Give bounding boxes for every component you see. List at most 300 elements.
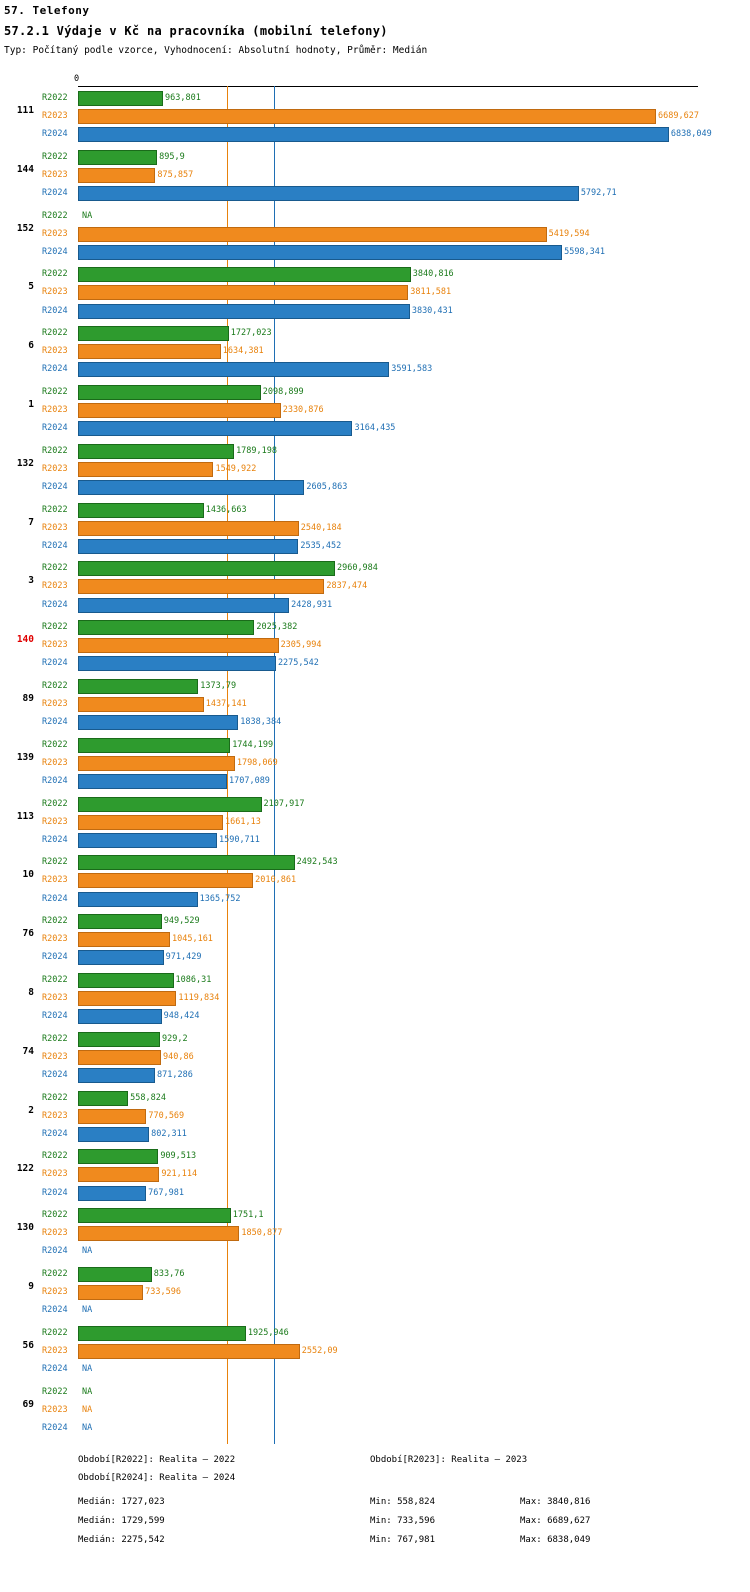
bar[interactable]	[78, 150, 157, 165]
bar[interactable]	[78, 1009, 162, 1024]
bar-group	[0, 736, 750, 790]
bar-row[interactable]	[0, 302, 750, 320]
bar-value: 1549,922	[215, 463, 257, 474]
bar-row[interactable]	[0, 324, 750, 342]
bar-row[interactable]	[0, 971, 750, 989]
bar[interactable]	[78, 344, 221, 359]
bar-row[interactable]	[0, 559, 750, 577]
bar[interactable]	[78, 1167, 159, 1182]
group-label-9: 9	[28, 1281, 34, 1292]
series-label-R2023: R2023	[42, 1404, 68, 1415]
bar-value: 909,513	[160, 1151, 197, 1162]
legend-2022: Období[R2022]: Realita — 2022	[78, 1455, 236, 1465]
bar-row[interactable]	[0, 636, 750, 654]
bar-row[interactable]	[0, 283, 750, 301]
bar-row[interactable]	[0, 1165, 750, 1183]
series-label-R2022: R2022	[42, 798, 68, 809]
bar-row[interactable]	[0, 89, 750, 107]
bar[interactable]	[78, 973, 174, 988]
bar-row[interactable]	[0, 596, 750, 614]
series-label-R2023: R2023	[42, 816, 68, 827]
bar-value: 1744,199	[232, 739, 274, 750]
bar-value: 875,857	[157, 169, 194, 180]
series-label-R2022: R2022	[42, 1327, 68, 1338]
bar[interactable]	[78, 815, 223, 830]
bar-value: 1838,384	[240, 717, 282, 728]
bar-value: 1751,1	[232, 1210, 264, 1221]
bar-row[interactable]	[0, 871, 750, 889]
min-2024: Min: 767,981	[370, 1535, 436, 1545]
group-label-3: 3	[28, 575, 34, 587]
bar[interactable]	[78, 245, 562, 260]
bar-row[interactable]	[0, 577, 750, 595]
bar[interactable]	[78, 503, 204, 518]
series-label-R2022: R2022	[42, 857, 68, 868]
bar-value: 833,76	[153, 1269, 185, 1279]
bar[interactable]	[78, 756, 235, 771]
bar[interactable]	[78, 738, 230, 753]
bar[interactable]	[78, 873, 253, 888]
bar-row[interactable]	[0, 736, 750, 754]
bar[interactable]	[78, 168, 155, 183]
bar-group	[0, 853, 750, 907]
series-label-R2024: R2024	[42, 1305, 68, 1316]
bar[interactable]	[78, 403, 281, 418]
series-label-R2024: R2024	[42, 1422, 68, 1433]
series-label-R2024: R2024	[42, 187, 68, 198]
bar-value: 2275,542	[277, 658, 319, 669]
bar-value: NA	[82, 1404, 93, 1415]
bar-value: 6838,049	[670, 129, 712, 140]
bar-group	[0, 1265, 750, 1319]
bar[interactable]	[78, 797, 262, 812]
bar-row[interactable]	[0, 1007, 750, 1025]
series-label-R2023: R2023	[42, 699, 68, 710]
bar-row[interactable]	[0, 1301, 750, 1319]
bar-value: 1634,381	[222, 346, 264, 357]
bar-value: 1850,877	[241, 1228, 283, 1239]
series-label-R2023: R2023	[42, 640, 68, 651]
group-label-2: 2	[28, 1104, 34, 1116]
series-label-R2024: R2024	[42, 717, 68, 728]
bar-row[interactable]	[0, 1265, 750, 1283]
bar-row[interactable]	[0, 1360, 750, 1378]
bar-row[interactable]	[0, 1125, 750, 1143]
legend-2023: Období[R2023]: Realita — 2023	[370, 1455, 528, 1465]
series-label-R2023: R2023	[42, 522, 68, 533]
bar[interactable]	[78, 638, 279, 653]
series-label-R2024: R2024	[42, 1246, 68, 1257]
bar[interactable]	[78, 1326, 246, 1341]
series-label-R2022: R2022	[42, 504, 68, 515]
series-label-R2023: R2023	[42, 934, 68, 945]
bar-value: 2330,876	[282, 405, 324, 416]
series-label-R2022: R2022	[42, 328, 68, 339]
series-label-R2023: R2023	[42, 1287, 68, 1298]
bar-row[interactable]	[0, 501, 750, 519]
bar[interactable]	[78, 462, 213, 477]
series-label-R2023: R2023	[42, 463, 68, 474]
bar-value: 1437,141	[205, 699, 247, 710]
bar-value: 3811,581	[410, 287, 452, 298]
bar-value: 2010,861	[255, 875, 297, 886]
series-label-R2022: R2022	[42, 1210, 68, 1221]
bar[interactable]	[78, 109, 656, 124]
bar-row[interactable]	[0, 677, 750, 695]
group-label-152: 152	[16, 222, 34, 234]
bar-row[interactable]	[0, 478, 750, 496]
bar[interactable]	[78, 1050, 161, 1065]
series-label-R2022: R2022	[42, 210, 68, 221]
bar-group	[0, 1089, 750, 1143]
bar-value: 5598,341	[564, 246, 606, 257]
bar-row[interactable]	[0, 360, 750, 378]
min-2022: Min: 558,824	[370, 1497, 436, 1507]
bar-value: 971,429	[165, 952, 202, 963]
series-label-R2022: R2022	[42, 269, 68, 280]
bar[interactable]	[78, 1032, 160, 1047]
group-label-74: 74	[22, 1045, 34, 1057]
bar-row[interactable]	[0, 1383, 750, 1401]
bar-row[interactable]	[0, 831, 750, 849]
bar[interactable]	[78, 444, 234, 459]
bar-row[interactable]	[0, 751, 750, 772]
bar-row[interactable]	[0, 890, 750, 908]
bar-row[interactable]	[0, 1419, 750, 1437]
bar-row[interactable]	[0, 537, 750, 555]
bar-row[interactable]	[0, 1398, 750, 1419]
bar-row[interactable]	[0, 107, 750, 125]
series-label-R2024: R2024	[42, 305, 68, 316]
series-label-R2023: R2023	[42, 1051, 68, 1062]
bar[interactable]	[78, 127, 669, 142]
bar-group	[0, 618, 750, 672]
bar-group	[0, 559, 750, 613]
bar[interactable]	[78, 1068, 155, 1083]
bar-value: 2025,382	[256, 622, 298, 633]
bar-row[interactable]	[0, 948, 750, 966]
bar-group	[0, 1147, 750, 1201]
bar-value: 1925,946	[247, 1327, 289, 1338]
series-label-R2024: R2024	[42, 364, 68, 375]
bar[interactable]	[78, 227, 547, 242]
series-label-R2022: R2022	[42, 739, 68, 750]
bar-value: 2540,184	[300, 522, 342, 533]
bar-group	[0, 501, 750, 555]
bar-row[interactable]	[0, 163, 750, 184]
bar[interactable]	[78, 914, 162, 929]
series-label-R2023: R2023	[42, 1228, 68, 1239]
bar-group	[0, 324, 750, 378]
bar-row[interactable]	[0, 265, 750, 283]
bar[interactable]	[78, 480, 304, 495]
bar-row[interactable]	[0, 989, 750, 1007]
bar-value: 949,529	[163, 916, 200, 927]
bar[interactable]	[78, 1226, 239, 1241]
bar-value: NA	[82, 1246, 93, 1257]
bar-row[interactable]	[0, 1089, 750, 1107]
median-2022: Medián: 1727,023	[78, 1497, 165, 1507]
bar-value: 948,424	[163, 1011, 200, 1022]
bar-value: NA	[82, 210, 93, 221]
series-label-R2022: R2022	[42, 1033, 68, 1044]
bar-row[interactable]	[0, 772, 750, 790]
series-label-R2024: R2024	[42, 1187, 68, 1198]
bar-value: 733,596	[145, 1287, 181, 1298]
bar-value: 1798,069	[236, 757, 278, 768]
bar-value: 1590,711	[218, 834, 260, 845]
bar-row[interactable]	[0, 1339, 750, 1360]
group-label-132: 132	[16, 457, 34, 469]
bar-value: NA	[82, 1386, 93, 1397]
bar-value: 1707,089	[228, 775, 270, 786]
bar[interactable]	[78, 855, 295, 870]
bar-group	[0, 795, 750, 849]
bar-group	[0, 677, 750, 731]
bar-row[interactable]	[0, 516, 750, 537]
bar-row[interactable]	[0, 184, 750, 202]
bar-value: 2428,931	[291, 599, 333, 610]
bar-group	[0, 383, 750, 437]
bar[interactable]	[78, 91, 163, 106]
series-label-R2022: R2022	[42, 387, 68, 397]
bar-row[interactable]	[0, 222, 750, 243]
bar-row[interactable]	[0, 442, 750, 460]
chart-header	[0, 0, 750, 56]
group-label-76: 76	[22, 928, 34, 940]
chart-title: 57.2.1 Výdaje v Kč na pracovníka (mobilní telefony)	[4, 24, 388, 38]
bar[interactable]	[78, 656, 276, 671]
bar[interactable]	[78, 1267, 152, 1282]
bar-row[interactable]	[0, 419, 750, 437]
bar-group	[0, 89, 750, 143]
bar[interactable]	[78, 1109, 146, 1124]
bar-row[interactable]	[0, 342, 750, 360]
series-label-R2024: R2024	[42, 1069, 68, 1080]
bar-value: 3164,435	[354, 423, 396, 434]
series-label-R2022: R2022	[42, 1151, 68, 1162]
bar[interactable]	[78, 267, 411, 282]
series-label-R2022: R2022	[42, 622, 68, 633]
bar[interactable]	[78, 697, 204, 712]
median-2023: Medián: 1729,599	[78, 1516, 165, 1526]
bar-value: 1086,31	[175, 975, 212, 985]
bar[interactable]	[78, 1127, 149, 1142]
bar-value: NA	[82, 1363, 93, 1374]
bar-row[interactable]	[0, 1104, 750, 1125]
bar[interactable]	[78, 991, 176, 1006]
bar[interactable]	[78, 679, 198, 694]
bar-row[interactable]	[0, 695, 750, 713]
bar[interactable]	[78, 285, 408, 300]
bar-row[interactable]	[0, 1184, 750, 1202]
bar[interactable]	[78, 1208, 231, 1223]
bar-value: 3830,431	[411, 305, 453, 316]
bar[interactable]	[78, 1149, 158, 1164]
bar-row[interactable]	[0, 1066, 750, 1084]
bar-chart	[0, 74, 750, 1444]
series-label-R2022: R2022	[42, 151, 68, 162]
series-label-R2023: R2023	[42, 287, 68, 298]
series-label-R2024: R2024	[42, 246, 68, 257]
bar[interactable]	[78, 1091, 128, 1106]
bar-row[interactable]	[0, 912, 750, 930]
series-label-R2023: R2023	[42, 405, 68, 416]
axis-zero-label: 0	[74, 74, 80, 84]
series-label-R2022: R2022	[42, 916, 68, 927]
bar-value: 2535,452	[300, 540, 342, 551]
group-label-7: 7	[28, 516, 34, 528]
series-label-R2024: R2024	[42, 481, 68, 492]
bar-row[interactable]	[0, 654, 750, 672]
bar-group	[0, 442, 750, 496]
chart-subtitle: Typ: Počítaný podle vzorce, Vyhodnocení: Absolutní hodnoty, Průměr: Medián	[4, 45, 428, 56]
bar-value: 2960,984	[336, 563, 378, 574]
bar-value: 1373,79	[200, 681, 237, 691]
bar-group	[0, 1383, 750, 1437]
bar-row[interactable]	[0, 148, 750, 166]
bar-group	[0, 207, 750, 261]
bar-row[interactable]	[0, 401, 750, 419]
bar-group	[0, 1324, 750, 1378]
bar[interactable]	[78, 326, 229, 341]
bar-row[interactable]	[0, 1242, 750, 1260]
series-label-R2023: R2023	[42, 228, 68, 239]
min-2023: Min: 733,596	[370, 1516, 436, 1526]
bar-value: 895,9	[159, 151, 185, 162]
series-label-R2024: R2024	[42, 1128, 68, 1139]
bar[interactable]	[78, 561, 335, 576]
series-label-R2023: R2023	[42, 757, 68, 768]
bar-row[interactable]	[0, 1283, 750, 1301]
page-title: 57. Telefony	[4, 4, 90, 17]
bar[interactable]	[78, 620, 254, 635]
group-label-111: 111	[16, 105, 34, 116]
bar-row[interactable]	[0, 1045, 750, 1066]
bar[interactable]	[78, 950, 164, 965]
series-label-R2024: R2024	[42, 658, 68, 669]
bar-group	[0, 971, 750, 1025]
bar-row[interactable]	[0, 1324, 750, 1342]
bar-row[interactable]	[0, 457, 750, 478]
legend-2024: Období[R2024]: Realita — 2024	[78, 1473, 236, 1483]
bar[interactable]	[78, 1186, 146, 1201]
bar-row[interactable]	[0, 1206, 750, 1224]
bar[interactable]	[78, 1344, 300, 1359]
bar-value: 1661,13	[225, 816, 261, 827]
bar[interactable]	[78, 1285, 143, 1300]
bar-row[interactable]	[0, 713, 750, 731]
bar-group	[0, 912, 750, 966]
series-label-R2024: R2024	[42, 423, 68, 434]
bar-row[interactable]	[0, 810, 750, 831]
series-label-R2023: R2023	[42, 1169, 68, 1180]
bar[interactable]	[78, 892, 198, 907]
group-label-56: 56	[22, 1339, 34, 1351]
bar-row[interactable]	[0, 243, 750, 261]
bar-value: 1365,752	[199, 893, 241, 904]
bar-value: 767,981	[148, 1187, 184, 1198]
bar-value: 1789,198	[236, 445, 278, 456]
bar-value: 921,114	[161, 1169, 198, 1180]
series-label-R2022: R2022	[42, 1269, 68, 1279]
series-label-R2023: R2023	[42, 1345, 68, 1356]
bar-row[interactable]	[0, 207, 750, 225]
group-label-113: 113	[16, 810, 34, 822]
bar[interactable]	[78, 539, 298, 554]
group-label-144: 144	[16, 163, 34, 175]
bar-row[interactable]	[0, 930, 750, 948]
bar-value: 1727,023	[230, 328, 272, 339]
bar-row[interactable]	[0, 383, 750, 401]
bar-group	[0, 148, 750, 202]
bar-row[interactable]	[0, 1147, 750, 1165]
bar-value: 1119,834	[178, 993, 220, 1004]
bar[interactable]	[78, 932, 170, 947]
bar-value: 2305,994	[280, 640, 322, 651]
bar[interactable]	[78, 833, 217, 848]
bar[interactable]	[78, 362, 389, 377]
series-label-R2024: R2024	[42, 775, 68, 786]
bar[interactable]	[78, 598, 289, 613]
series-label-R2023: R2023	[42, 111, 68, 122]
bar-value: 963,801	[164, 93, 201, 103]
series-label-R2024: R2024	[42, 1363, 68, 1374]
series-label-R2023: R2023	[42, 346, 68, 357]
bar[interactable]	[78, 774, 227, 789]
series-label-R2022: R2022	[42, 445, 68, 456]
group-label-69: 69	[22, 1398, 34, 1410]
series-label-R2022: R2022	[42, 563, 68, 574]
series-label-R2024: R2024	[42, 540, 68, 551]
series-label-R2024: R2024	[42, 599, 68, 610]
max-2023: Max: 6689,627	[520, 1516, 591, 1526]
group-label-5: 5	[28, 281, 34, 293]
bar-value: 2837,474	[326, 581, 368, 592]
bar-row[interactable]	[0, 853, 750, 871]
bar[interactable]	[78, 385, 261, 400]
bar[interactable]	[78, 521, 299, 536]
series-label-R2023: R2023	[42, 993, 68, 1004]
bar-row[interactable]	[0, 1030, 750, 1048]
bar-value: 6689,627	[658, 111, 699, 122]
bar-value: 940,86	[163, 1051, 194, 1062]
max-2022: Max: 3840,816	[520, 1497, 591, 1507]
group-label-1: 1	[28, 399, 34, 410]
bar-value: 871,286	[157, 1069, 193, 1080]
axis-top-line	[78, 86, 698, 87]
bar-value: 2098,899	[262, 387, 304, 397]
bar[interactable]	[78, 421, 352, 436]
bar-row[interactable]	[0, 1224, 750, 1242]
bar-value: 2107,917	[263, 798, 305, 809]
series-label-R2024: R2024	[42, 893, 68, 904]
group-label-130: 130	[16, 1222, 34, 1234]
bar-row[interactable]	[0, 618, 750, 636]
bar[interactable]	[78, 579, 324, 594]
series-label-R2022: R2022	[42, 681, 68, 691]
bar-value: 2605,863	[306, 481, 348, 492]
bar-value: NA	[82, 1422, 93, 1433]
bar[interactable]	[78, 304, 410, 319]
bar-row[interactable]	[0, 125, 750, 143]
bar-row[interactable]	[0, 795, 750, 813]
bar[interactable]	[78, 715, 238, 730]
bar-value: 558,824	[130, 1092, 166, 1103]
bar[interactable]	[78, 186, 579, 201]
bar-value: 770,569	[148, 1110, 185, 1121]
bar-value: 929,2	[162, 1033, 188, 1044]
